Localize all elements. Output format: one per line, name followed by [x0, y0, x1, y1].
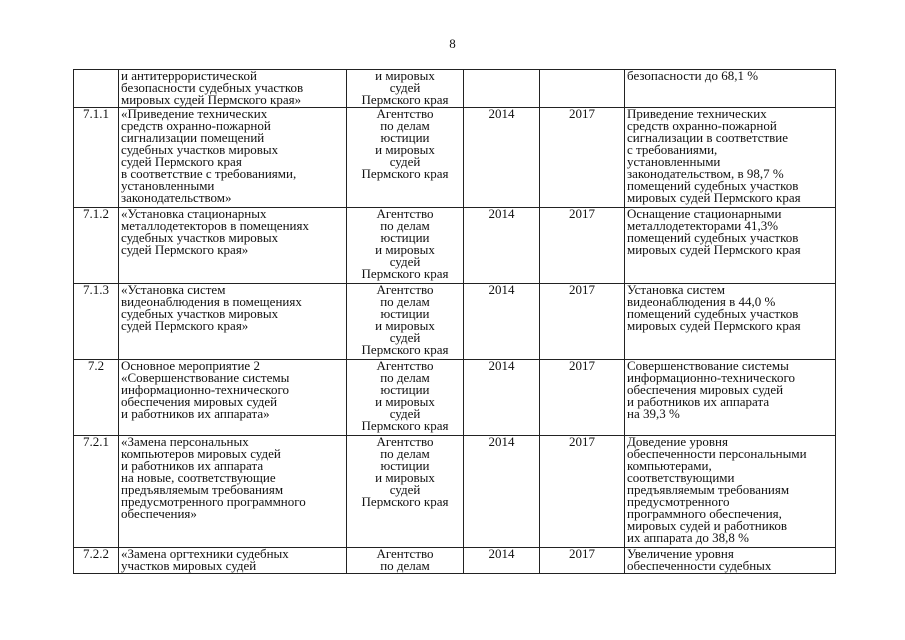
end-year: 2017 — [540, 108, 625, 208]
executor-line: и мировых — [375, 142, 435, 157]
expected-result-line: средств охранно-пожарной — [627, 118, 777, 133]
row-number: 7.2.2 — [74, 548, 119, 574]
executor-line: и мировых — [375, 242, 435, 257]
executor — [347, 284, 464, 360]
activity-name-line: участков мировых судей — [121, 558, 257, 573]
expected-result-line: Установка систем — [627, 283, 725, 297]
end-year: 2017 — [540, 436, 625, 548]
activity-name-line: установленными — [121, 178, 215, 193]
activity-name-line: «Совершенствование системы — [121, 370, 290, 385]
executor — [347, 208, 464, 284]
activity-name-line: на новые, соответствующие — [121, 470, 276, 485]
expected-result-line: с требованиями, — [627, 142, 718, 157]
executor-line: юстиции — [380, 458, 430, 473]
executor-line: Пермского края — [361, 418, 449, 433]
expected-result-line: Приведение технических — [627, 107, 767, 121]
executor-line: Агентство — [376, 107, 434, 121]
expected-result — [625, 284, 836, 360]
executor-line: и мировых — [375, 470, 435, 485]
activity-name — [119, 360, 347, 436]
executor-line: по делам — [380, 370, 430, 385]
activity-name — [119, 208, 347, 284]
expected-result-line: предъявляемым требованиям — [627, 482, 790, 497]
start-year: 2014 — [464, 436, 540, 548]
end-year — [540, 70, 625, 108]
activity-name-line: металлодетекторов в помещениях — [121, 218, 309, 233]
activity-name-line: предусмотренного программного — [121, 494, 306, 509]
executor-line: юстиции — [380, 306, 430, 321]
expected-result-line: Оснащение стационарными — [627, 207, 782, 221]
row-number: 7.1.2 — [74, 208, 119, 284]
expected-result-line: установленными — [627, 154, 721, 169]
start-year: 2014 — [464, 284, 540, 360]
executor-line: и мировых — [375, 394, 435, 409]
executor — [347, 548, 464, 574]
activity-name-line: судей Пермского края — [121, 154, 242, 169]
row-number: 7.2.1 — [74, 436, 119, 548]
row-number — [74, 70, 119, 108]
table-row — [74, 436, 836, 548]
activity-name — [119, 284, 347, 360]
table-row — [74, 360, 836, 436]
activity-name-line: «Установка стационарных — [121, 207, 267, 221]
expected-result — [625, 436, 836, 548]
expected-result-line: предусмотренного — [627, 494, 730, 509]
expected-result-line: их аппарата до 38,8 % — [627, 530, 749, 545]
activity-name-line: «Установка систем — [121, 283, 226, 297]
row-number: 7.2 — [74, 360, 119, 436]
expected-result-line: информационно-технического — [627, 370, 795, 385]
executor-line: судей — [389, 254, 421, 269]
expected-result-line: сигнализации в соответствие — [627, 130, 789, 145]
expected-result-line: Увеличение уровня — [627, 547, 734, 561]
executor-line: Агентство — [376, 435, 434, 449]
executor-line: по делам — [380, 118, 430, 133]
activity-name-line: «Замена персональных — [121, 435, 249, 449]
expected-result-line: мировых судей и работников — [627, 518, 787, 533]
end-year: 2017 — [540, 284, 625, 360]
executor-line: судей — [389, 482, 421, 497]
executor-line: Агентство — [376, 359, 434, 373]
activity-name-line: «Замена оргтехники судебных — [121, 547, 289, 561]
expected-result — [625, 108, 836, 208]
activity-name-line: в соответствие с требованиями, — [121, 166, 297, 181]
executor-line: по делам — [380, 218, 430, 233]
activity-name-line: безопасности судебных участков — [121, 80, 304, 95]
expected-result — [625, 360, 836, 436]
start-year: 2014 — [464, 548, 540, 574]
executor-line: Пермского края — [361, 92, 449, 107]
expected-result — [625, 548, 836, 574]
table-row — [74, 70, 836, 108]
executor-line: юстиции — [380, 382, 430, 397]
end-year: 2017 — [540, 360, 625, 436]
expected-result-line: мировых судей Пермского края — [627, 190, 801, 205]
start-year: 2014 — [464, 360, 540, 436]
activity-name — [119, 548, 347, 574]
executor — [347, 70, 464, 108]
activity-name-line: сигнализации помещений — [121, 130, 265, 145]
activity-name — [119, 70, 347, 108]
expected-result-line: помещений судебных участков — [627, 178, 799, 193]
activity-name-line: законодательством» — [121, 190, 232, 205]
row-number: 7.1.3 — [74, 284, 119, 360]
activity-name-line: компьютеров мировых судей — [121, 446, 281, 461]
expected-result-line: и работников их аппарата — [627, 394, 770, 409]
activity-name-line: судебных участков мировых — [121, 142, 279, 157]
executor — [347, 360, 464, 436]
table-row — [74, 284, 836, 360]
table-row — [74, 548, 836, 574]
expected-result-line: видеонаблюдения в 44,0 % — [627, 294, 776, 309]
expected-result — [625, 70, 836, 108]
executor-line: по делам — [380, 446, 430, 461]
start-year — [464, 70, 540, 108]
executor-line: и мировых — [375, 318, 435, 333]
row-number: 7.1.1 — [74, 108, 119, 208]
executor-line: Пермского края — [361, 494, 449, 509]
activity-name-line: предъявляемым требованиям — [121, 482, 284, 497]
end-year: 2017 — [540, 208, 625, 284]
expected-result-line: на 39,3 % — [627, 406, 680, 421]
executor-line: судей — [389, 154, 421, 169]
program-activities-table — [73, 69, 836, 574]
executor-line: и мировых — [375, 69, 435, 83]
activity-name-line: судей Пермского края» — [121, 242, 249, 257]
activity-name-line: мировых судей Пермского края» — [121, 92, 302, 107]
activity-name — [119, 436, 347, 548]
activity-name-line: обеспечения мировых судей — [121, 394, 278, 409]
expected-result-line: программного обеспечения, — [627, 506, 782, 521]
executor-line: судей — [389, 406, 421, 421]
table-row — [74, 208, 836, 284]
executor-line: Агентство — [376, 547, 434, 561]
activity-name-line: средств охранно-пожарной — [121, 118, 271, 133]
executor-line: по делам — [380, 558, 430, 573]
expected-result-line: помещений судебных участков — [627, 306, 799, 321]
expected-result-line: обеспечения мировых судей — [627, 382, 784, 397]
activity-name-line: и антитеррористической — [121, 69, 257, 83]
expected-result-line: Доведение уровня — [627, 435, 728, 449]
expected-result-line: обеспеченности персональными — [627, 446, 807, 461]
expected-result-line: безопасности до 68,1 % — [627, 69, 759, 83]
expected-result-line: мировых судей Пермского края — [627, 242, 801, 257]
expected-result-line: Совершенствование системы — [627, 359, 789, 373]
activity-name-line: информационно-технического — [121, 382, 289, 397]
expected-result-line: помещений судебных участков — [627, 230, 799, 245]
start-year: 2014 — [464, 208, 540, 284]
expected-result — [625, 208, 836, 284]
activity-name-line: видеонаблюдения в помещениях — [121, 294, 302, 309]
start-year: 2014 — [464, 108, 540, 208]
executor — [347, 108, 464, 208]
expected-result-line: компьютерами, — [627, 458, 712, 473]
activity-name-line: судебных участков мировых — [121, 230, 279, 245]
expected-result-line: соответствующими — [627, 470, 735, 485]
table-row — [74, 108, 836, 208]
expected-result-line: обеспеченности судебных — [627, 558, 772, 573]
activity-name-line: и работников их аппарата — [121, 458, 264, 473]
executor-line: Пермского края — [361, 266, 449, 281]
executor — [347, 436, 464, 548]
executor-line: Пермского края — [361, 342, 449, 357]
executor-line: Пермского края — [361, 166, 449, 181]
executor-line: юстиции — [380, 230, 430, 245]
expected-result-line: законодательством, в 98,7 % — [627, 166, 784, 181]
executor-line: юстиции — [380, 130, 430, 145]
expected-result-line: металлодетекторами 41,3% — [627, 218, 779, 233]
activity-name-line: Основное мероприятие 2 — [121, 359, 260, 373]
expected-result-line: мировых судей Пермского края — [627, 318, 801, 333]
page-number: 8 — [449, 36, 456, 51]
executor-line: по делам — [380, 294, 430, 309]
activity-name-line: и работников их аппарата» — [121, 406, 270, 421]
end-year: 2017 — [540, 548, 625, 574]
executor-line: судей — [389, 80, 421, 95]
activity-name — [119, 108, 347, 208]
executor-line: судей — [389, 330, 421, 345]
executor-line: Агентство — [376, 207, 434, 221]
activity-name-line: судей Пермского края» — [121, 318, 249, 333]
table-body — [74, 70, 836, 574]
activity-name-line: обеспечения» — [121, 506, 197, 521]
activity-name-line: «Приведение технических — [121, 107, 268, 121]
executor-line: Агентство — [376, 283, 434, 297]
activity-name-line: судебных участков мировых — [121, 306, 279, 321]
